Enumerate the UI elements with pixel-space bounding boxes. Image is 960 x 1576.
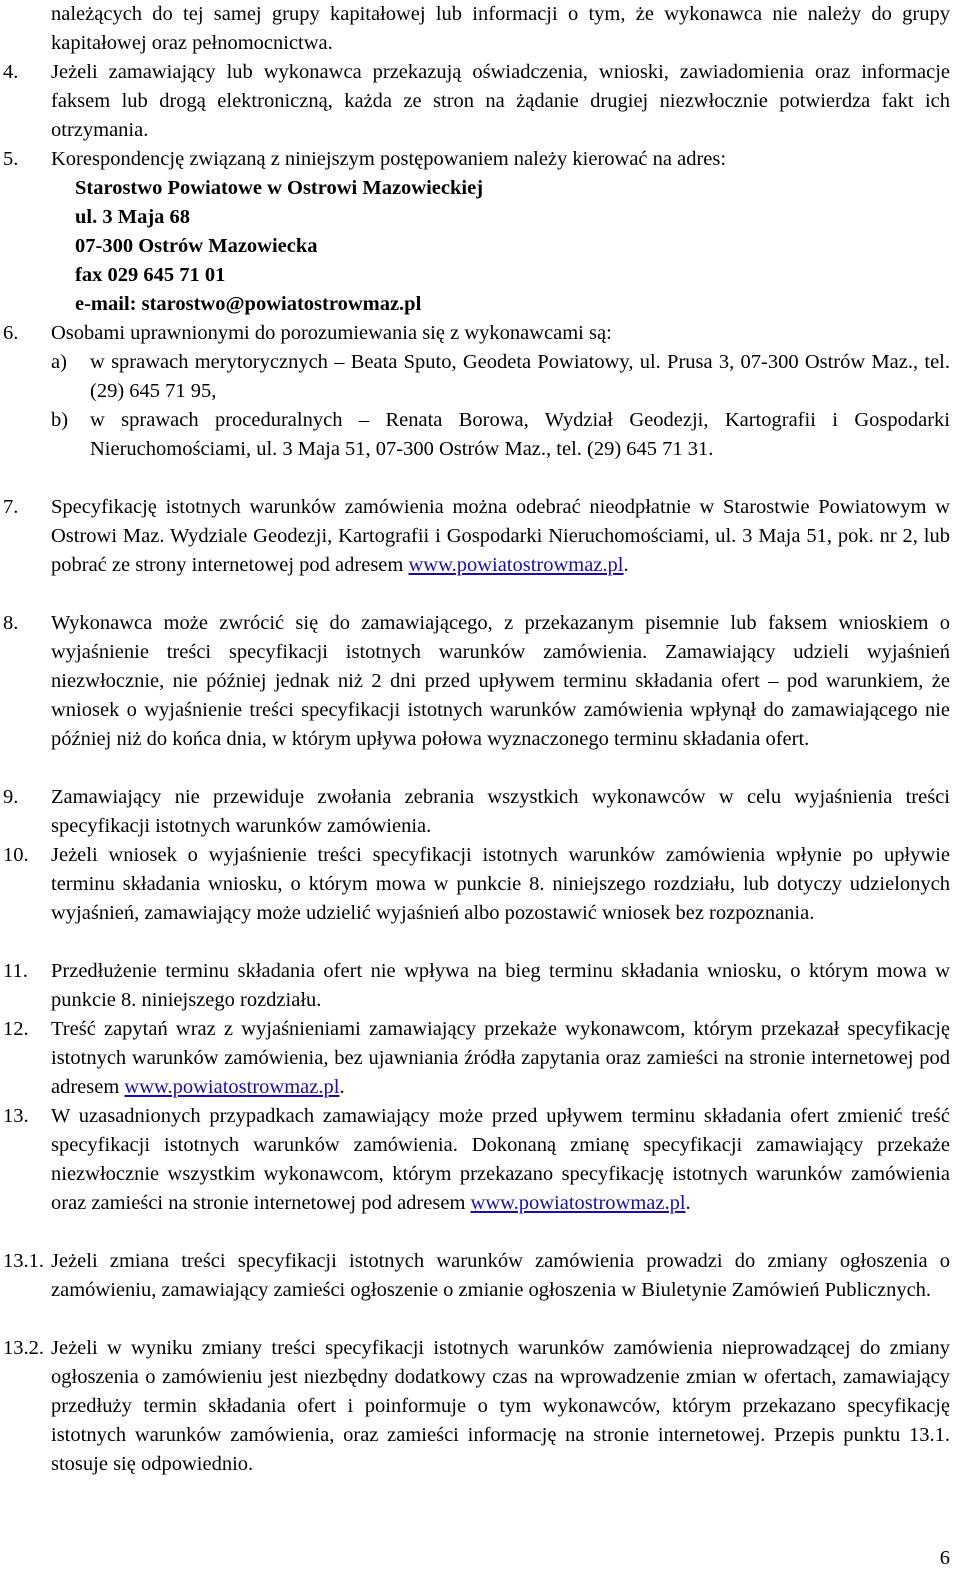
item-number-13-2: 13.2. — [3, 1337, 44, 1359]
paragraph-7 — [51, 493, 950, 580]
address-fax: fax 029 645 71 01 — [75, 264, 226, 286]
paragraph-7-text: Specyfikację istotnych warunków zamówienia można odebrać nieodpłatnie w Starostwie Powiatowym w Ostrowi Maz. Wydziale Geodezji, Kartografii i Gospodarki Nieruchomościami, ul. 3 Maja 51, pok. nr 2, lub pobrać ze strony internetowej pod adresem — [51, 496, 950, 576]
paragraph-12 — [51, 1015, 950, 1102]
paragraph-13-2: Jeżeli w wyniku zmiany treści specyfikacji istotnych warunków zamówienia nieprowadzącej do zmiany ogłoszenia o zamówieniu jest niezbędny dodatkowy czas na wprowadzenie zmian w ofertach, zamawiający przedłuży termin składania ofert i poinformuje o tym wykonawców, którym przekazano specyfikację istotnych warunków zamówienia, oraz zamieści informację na stronie internetowej. Przepis punktu 13.1. stosuje się odpowiednio. — [51, 1337, 950, 1475]
website-link[interactable]: www.powiatostrowmaz.pl — [470, 1192, 686, 1214]
paragraph-11: Przedłużenie terminu składania ofert nie wpływa na bieg terminu składania wniosku, o którym mowa w punkcie 8. niniejszego rozdziału. — [51, 960, 950, 1011]
item-number-6: 6. — [3, 322, 19, 344]
item-number-5: 5. — [3, 148, 19, 170]
website-link[interactable]: www.powiatostrowmaz.pl — [124, 1076, 340, 1098]
contact-procedural — [51, 406, 950, 464]
sub-text-b: w sprawach proceduralnych – Renata Borowa, Wydział Geodezji, Kartografii i Gospodarki Nieruchomościami, ul. 3 Maja 51, 07-300 Ostrów Maz., tel. (29) 645 71 31. — [90, 409, 950, 460]
address-street: ul. 3 Maja 68 — [75, 206, 191, 228]
paragraph-13 — [51, 1102, 950, 1218]
paragraph-12-text: Treść zapytań wraz z wyjaśnieniami zamawiający przekaże wykonawcom, którym przekazał specyfikację istotnych warunków zamówienia, bez ujawniania źródła zapytania oraz zamieści na stronie internetowej pod adresem — [51, 1018, 950, 1098]
paragraph-6: Osobami uprawnionymi do porozumiewania się z wykonawcami są: — [51, 322, 612, 344]
paragraph-12-end: . — [339, 1076, 345, 1098]
item-number-9: 9. — [3, 786, 19, 808]
paragraph-13-1: Jeżeli zmiana treści specyfikacji istotnych warunków zamówienia prowadzi do zmiany ogłoszenia o zamówieniu, zamawiający zamieści ogłoszenie o zmianie ogłoszenia w Biuletynie Zamówień Publicznych. — [51, 1250, 950, 1301]
paragraph-9: Zamawiający nie przewiduje zwołania zebrania wszystkich wykonawców w celu wyjaśnienia treści specyfikacji istotnych warunków zamówienia. — [51, 786, 950, 837]
sub-label-a: a) — [51, 351, 67, 373]
sub-label-b: b) — [51, 409, 69, 431]
item-number-12: 12. — [3, 1018, 29, 1040]
paragraph-7-end: . — [623, 554, 629, 576]
address-city: 07-300 Ostrów Mazowiecka — [75, 235, 318, 257]
paragraph-13-end: . — [685, 1192, 691, 1214]
intro-paragraph: należących do tej samej grupy kapitałowej lub informacji o tym, że wykonawca nie należy do grupy kapitałowej oraz pełnomocnictwa. — [51, 3, 950, 54]
item-number-13-1: 13.1. — [3, 1250, 44, 1272]
website-link[interactable]: www.powiatostrowmaz.pl — [408, 554, 624, 576]
paragraph-4: Jeżeli zamawiający lub wykonawca przekazują oświadczenia, wnioski, zawiadomienia oraz informacje faksem lub drogą elektroniczną, każda ze stron na żądanie drugiej niezwłocznie potwierdza fakt ich otrzymania. — [51, 61, 950, 141]
address-office: Starostwo Powiatowe w Ostrowi Mazowieckiej — [75, 177, 484, 199]
paragraph-8: Wykonawca może zwrócić się do zamawiającego, z przekazanym pisemnie lub faksem wnioskiem o wyjaśnienie treści specyfikacji istotnych warunków zamówienia. Zamawiający udzieli wyjaśnień niezwłocznie, nie później jednak niż 2 dni przed upływem terminu składania ofert – pod warunkiem, że wniosek o wyjaśnienie treści specyfikacji istotnych warunków zamówienia wpłynął do zamawiającego nie później niż do końca dnia, w którym upływa połowa wyznaczonego terminu składania ofert. — [51, 612, 950, 750]
item-number-11: 11. — [3, 960, 28, 982]
sub-text-a: w sprawach merytorycznych – Beata Sputo, Geodeta Powiatowy, ul. Prusa 3, 07-300 Ostrów Maz., tel. (29) 645 71 95, — [90, 351, 950, 402]
contact-merits — [51, 348, 950, 406]
item-number-13: 13. — [3, 1105, 29, 1127]
paragraph-10: Jeżeli wniosek o wyjaśnienie treści specyfikacji istotnych warunków zamówienia wpłynie po upływie terminu składania wniosku, o którym mowa w punkcie 8. niniejszego rozdziału, lub dotyczy udzielonych wyjaśnień, zamawiający może udzielić wyjaśnień albo pozostawić wniosek bez rozpoznania. — [51, 844, 950, 924]
item-number-10: 10. — [3, 844, 29, 866]
item-number-7: 7. — [3, 496, 19, 518]
address-email: e-mail: starostwo@powiatostrowmaz.pl — [75, 293, 422, 315]
paragraph-5: Korespondencję związaną z niniejszym postępowaniem należy kierować na adres: — [51, 148, 727, 170]
paragraph-13-text: W uzasadnionych przypadkach zamawiający może przed upływem terminu składania ofert zmienić treść specyfikacji istotnych warunków zamówienia. Dokonaną zmianę specyfikacji zamawiający przekaże niezwłocznie wszystkim wykonawcom, którym przekazano specyfikację istotnych warunków zamówienia oraz zamieści na stronie internetowej pod adresem — [51, 1105, 950, 1214]
item-number-8: 8. — [3, 612, 19, 634]
page-number: 6 — [939, 1547, 950, 1569]
item-number-4: 4. — [3, 61, 19, 83]
